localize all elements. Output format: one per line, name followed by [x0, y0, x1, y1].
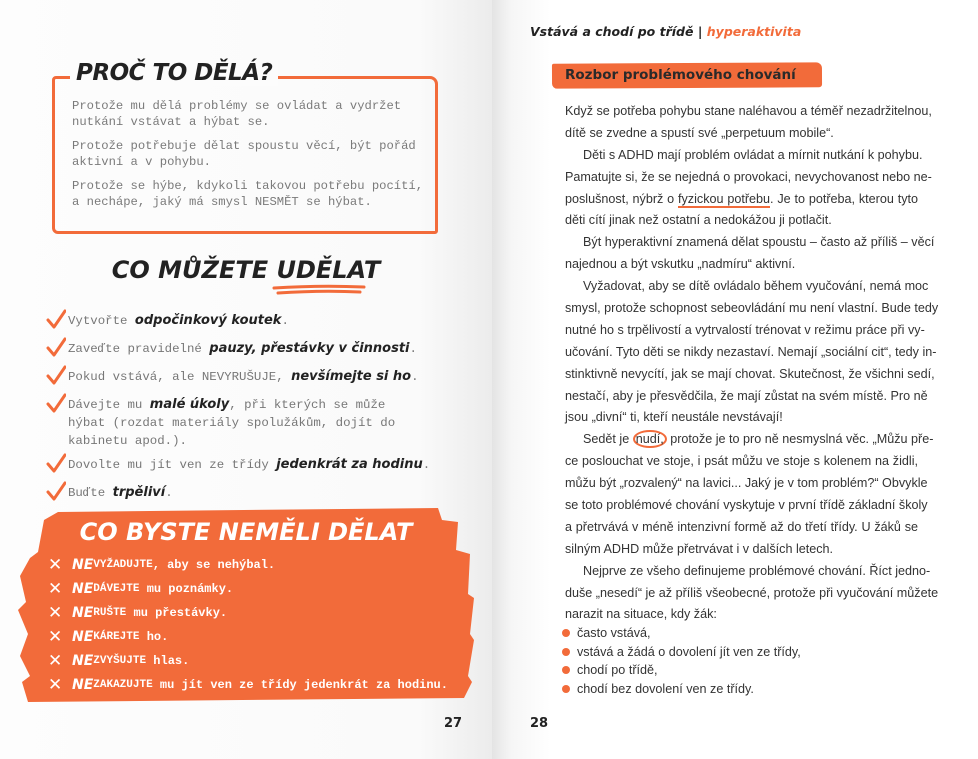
checklist-item-text [68, 340, 417, 358]
dont-item [48, 601, 448, 625]
running-head-topic: hyperaktivita [706, 24, 802, 39]
body-line: děti cítí jinak než ostatní a nedokážou ji potlačit. [565, 213, 832, 228]
item-emphasis: jedenkrát za hodinu [276, 457, 423, 472]
page-number-right: 28 [530, 716, 549, 731]
item-emphasis: trpěliví [112, 485, 166, 500]
why-paragraph [72, 138, 432, 170]
bullet-item [562, 680, 801, 699]
checklist-item [46, 456, 466, 478]
item-emphasis: nevšímejte si ho [291, 369, 412, 384]
why-paragraph [72, 98, 432, 130]
item-text: Dovolte mu jít ven ze třídy [68, 458, 277, 472]
checklist-item-text [68, 368, 419, 386]
body-line: se toto problémové chování vyskytuje v první třídě základní školy [565, 498, 928, 513]
checklist-item-text [68, 396, 408, 450]
body-line: Vyžadovat, aby se dítě ovládalo během vyučování, nemá moc [583, 279, 929, 294]
running-head-separator: | [697, 24, 703, 39]
body-line: jsou „divní“ ti, kteří neustále nevstávají! [565, 410, 783, 425]
item-text: Zaveďte pravidelné [68, 342, 210, 356]
body-line: silným ADHD může přetrvávat i v dalších letech. [565, 541, 834, 556]
dont-verb: DÁVEJTE [93, 583, 140, 595]
dont-prefix: NE [72, 677, 94, 693]
can-do-title: CO MŮŽETE UDĚLAT [111, 256, 381, 284]
body-line: duše „nesedí“ je až příliš všeobecné, protože při vyučování můžete [565, 585, 939, 600]
dont-prefix: NE [72, 653, 94, 669]
checkmark-icon [46, 337, 68, 362]
running-head [530, 24, 801, 39]
dont-do-list [48, 553, 448, 697]
item-text: Dávejte mu [68, 398, 150, 412]
cross-icon: ✕ [48, 651, 63, 671]
body-text [565, 101, 939, 626]
page-number-left: 27 [444, 716, 463, 731]
body-line: Děti s ADHD mají problém ovládat a mírnit nutkání k pohybu. [583, 147, 923, 162]
body-line: stinktivně nevycítí, jak se mají chovat. Skutečnost, že všichni sedí, [565, 366, 935, 381]
body-segment: Sedět je [583, 432, 633, 447]
bullet-dot-icon [562, 666, 570, 674]
item-text: , při kterých se může hýbat (rozdat materiály spolužákům, dojít do kabinetu apod.). [68, 398, 396, 448]
cross-icon: ✕ [48, 555, 63, 575]
dont-prefix: NE [72, 629, 94, 645]
dont-rest: mu přestávky. [126, 606, 228, 620]
item-emphasis: pauzy, přestávky v činnosti [209, 341, 410, 356]
body-line: Nejprve ze všeho definujeme problémové chování. Říct jedno- [583, 563, 931, 578]
why-line: a nechápe, jaký má smysl NESMĚT se hýbat. [72, 195, 372, 209]
dont-item [48, 673, 448, 697]
checklist-item [46, 396, 466, 450]
body-line: najednou a být vskutku „nadmíru“ aktivní. [565, 257, 796, 272]
body-segment: protože je to pro ně nesmyslná věc. „Můžu pře- [666, 432, 934, 447]
body-line: ce poslouchat ve stoje, i psát můžu ve stoje s kolenem na židli, [565, 454, 918, 469]
why-title: PROČ TO DĚLÁ? [70, 60, 278, 86]
checkmark-icon [46, 481, 68, 506]
checkmark-icon [46, 309, 68, 334]
why-line: Protože se hýbe, kdykoli takovou potřebu pocítí, [72, 179, 424, 193]
bullet-dot-icon [562, 629, 570, 637]
bullet-item [562, 643, 801, 662]
dont-verb: ZVYŠUJTE [93, 655, 147, 667]
item-text: Pokud vstává, ale NEVYRUŠUJE, [68, 370, 292, 384]
marked-phrase-underline: fyzickou potřebu [678, 191, 771, 206]
body-line: Pamatujte si, že se nejedná o provokaci, nevychovanost nebo ne- [565, 169, 932, 184]
dont-prefix: NE [72, 557, 94, 573]
dont-item [48, 577, 448, 601]
bullet-text: chodí bez dovolení ven ze třídy. [577, 681, 754, 696]
body-segment: poslušnost, nýbrž o [565, 191, 678, 206]
item-text: . [411, 370, 419, 384]
bullet-item [562, 661, 801, 680]
dont-do-title: CO BYSTE NEMĚLI DĚLAT [79, 518, 413, 546]
cross-icon: ✕ [48, 579, 63, 599]
bullet-list [562, 624, 801, 698]
body-line: dítě se zvedne a spustí své „perpetuum mobile“. [565, 125, 834, 140]
dont-verb: RUŠTE [93, 607, 127, 619]
why-line: nutkání vstávat a hýbat se. [72, 115, 270, 129]
bullet-dot-icon [562, 648, 570, 656]
body-line: můžu být „rozvalený“ na lavici... Jaký je v tom problém?“ Obvykle [565, 476, 928, 491]
dont-verb: ZAKAZUJTE [93, 679, 153, 691]
bullet-text: často vstává, [577, 626, 651, 640]
item-text: . [422, 458, 431, 472]
dont-item [48, 625, 448, 649]
right-page-28 [492, 0, 978, 759]
checklist-item-text [68, 484, 173, 502]
section-title: Rozbor problémového chování [565, 67, 796, 83]
checklist-item [46, 484, 466, 506]
item-text: Vytvořte [68, 314, 135, 328]
why-line: Protože potřebuje dělat spoustu věcí, být pořád [72, 139, 416, 153]
checklist-item [46, 340, 466, 362]
can-do-checklist [46, 312, 466, 512]
body-line: učování. Tyto děti se nikdy nezastaví. Nemají „sociální cit“, tedy in- [565, 344, 937, 359]
checklist-item-text [68, 456, 430, 474]
body-line: Když se potřeba pohybu stane naléhavou a téměř nezadržitelnou, [565, 104, 932, 118]
body-line: smysl, protože schopnost sebeovládání mu není vlastní. Bude tedy [565, 301, 939, 316]
body-line: nestačí, aby je přesvědčila, že mají zůstat na svém místě. Pro ně [565, 388, 928, 403]
bullet-text: vstává a žádá o dovolení jít ven ze třídy, [577, 644, 801, 659]
dont-prefix: NE [72, 581, 94, 597]
item-emphasis: odpočinkový koutek [134, 313, 282, 328]
checkmark-icon [46, 365, 68, 390]
dont-item [48, 649, 448, 673]
checkmark-icon [46, 453, 68, 478]
item-text: . [165, 486, 173, 500]
why-paragraph [72, 178, 432, 210]
dont-rest: , aby se nehýbal. [152, 558, 276, 572]
item-emphasis: malé úkoly [149, 397, 230, 412]
checklist-item [46, 368, 466, 390]
item-text: . [409, 342, 417, 356]
bullet-dot-icon [562, 685, 570, 693]
item-text: . [281, 314, 289, 328]
running-head-chapter: Vstává a chodí po třídě [530, 24, 694, 39]
cross-icon: ✕ [48, 675, 63, 695]
body-line [565, 189, 918, 211]
body-segment: . Je to potřeba, kterou tyto [770, 191, 918, 206]
brush-underline-icon [272, 284, 368, 296]
body-line [565, 429, 934, 451]
checklist-item [46, 312, 466, 334]
dont-rest: mu jít ven ze třídy jedenkrát za hodinu. [152, 678, 448, 692]
cross-icon: ✕ [48, 603, 63, 623]
body-line: a přetrvává v méně intenzivní formě až do třetí třídy. U žáků se [565, 519, 918, 534]
dont-rest: mu poznámky. [139, 582, 234, 596]
body-line: nutné ho s trpělivostí a vytrvalostí trénovat v režimu práce při vy- [565, 322, 925, 337]
dont-rest: ho. [139, 630, 169, 644]
marked-phrase-circle: nudí, [633, 430, 667, 448]
why-line: Protože mu dělá problémy se ovládat a vydržet [72, 99, 402, 113]
dont-verb: VYŽADUJTE [93, 559, 153, 571]
checkmark-icon [46, 393, 68, 418]
why-line: aktivní a v pohybu. [72, 155, 211, 169]
dont-verb: KÁREJTE [93, 631, 140, 643]
dont-prefix: NE [72, 605, 94, 621]
checklist-item-text [68, 312, 289, 330]
bullet-item [562, 624, 801, 643]
dont-rest: hlas. [146, 654, 190, 668]
item-text: Buďte [68, 486, 113, 500]
dont-item [48, 553, 448, 577]
bullet-text: chodí po třídě, [577, 663, 658, 677]
cross-icon: ✕ [48, 627, 63, 647]
body-line: Být hyperaktivní znamená dělat spoustu – často až příliš – věcí [583, 235, 935, 250]
body-line: narazit na situace, kdy žák: [565, 607, 717, 622]
why-text [72, 98, 432, 218]
